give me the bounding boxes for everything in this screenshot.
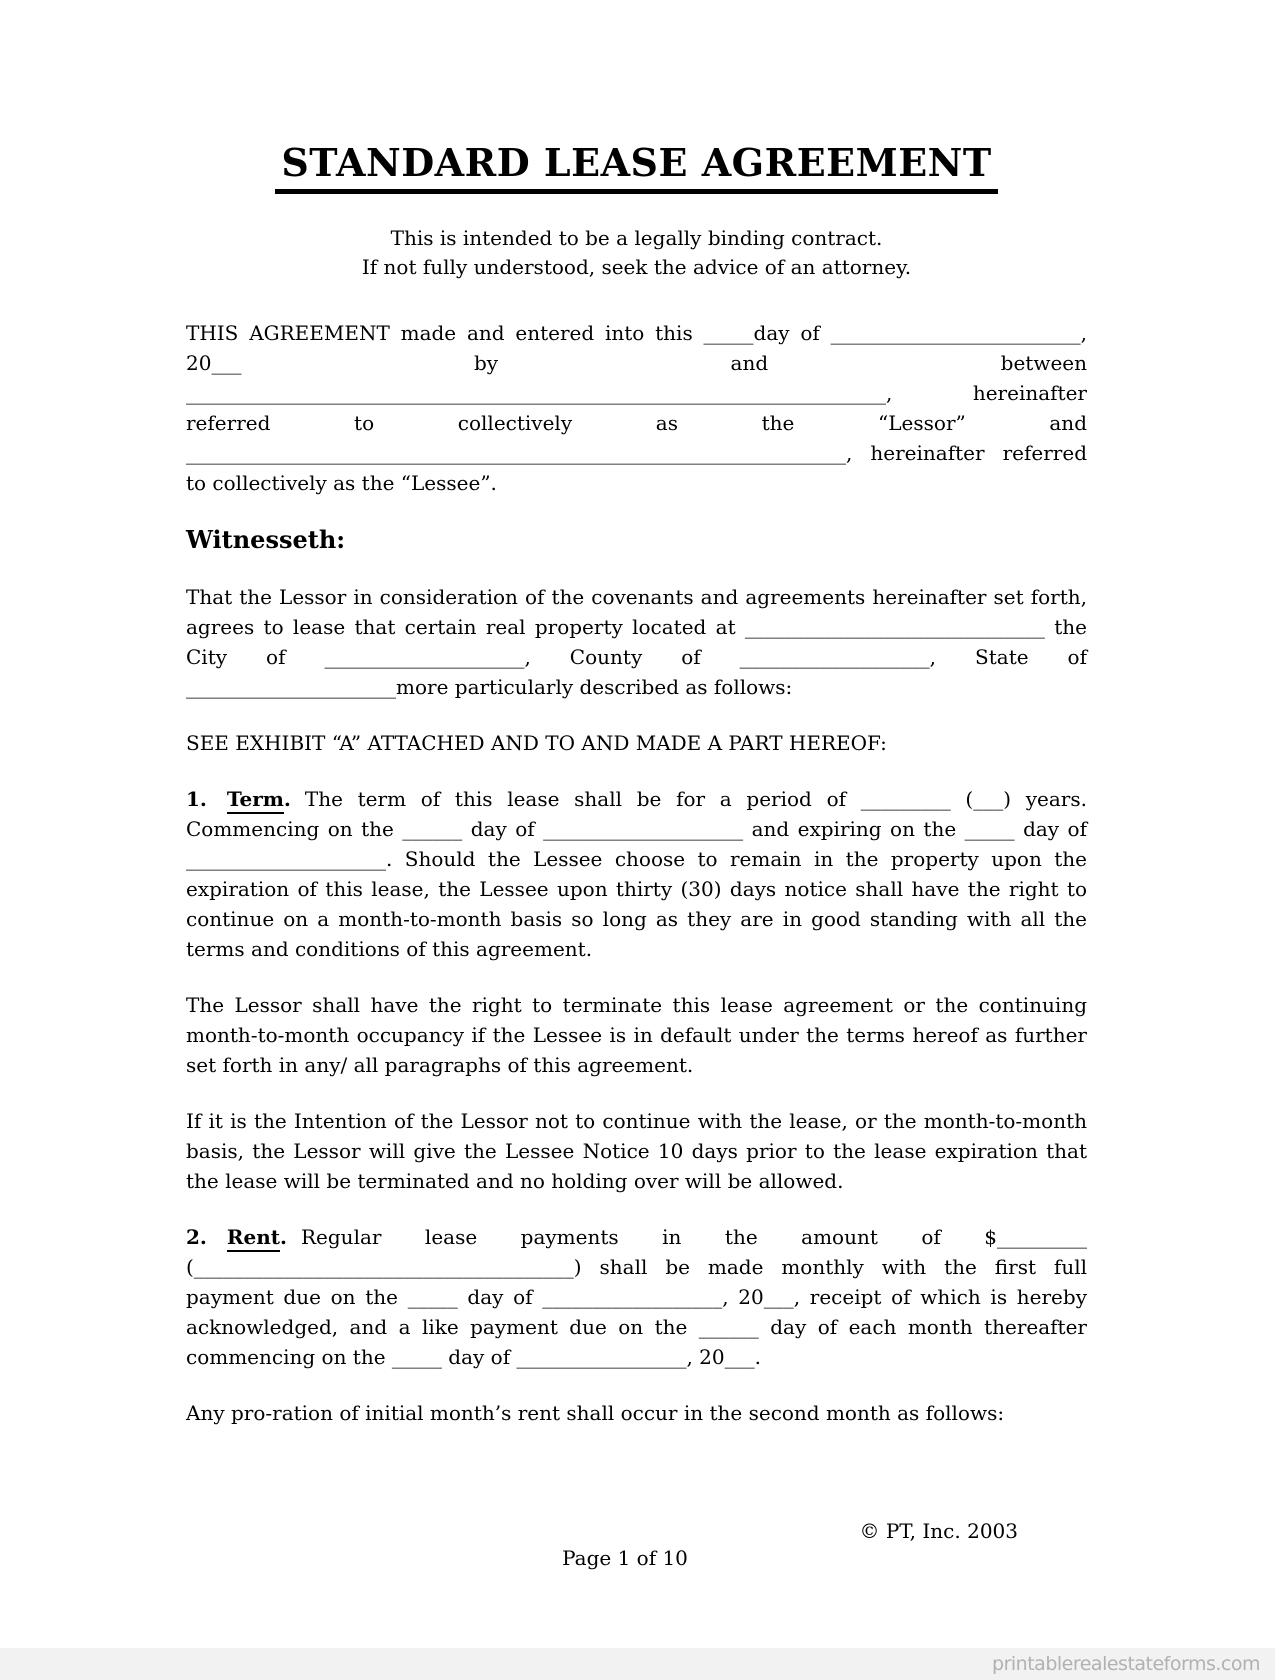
copyright-notice: © PT, Inc. 2003 [859,1519,1018,1543]
subtitle-line-2: If not fully understood, seek the advice of an attorney. [361,254,912,279]
clause-number: 2. [186,1224,207,1249]
clause-paragraph [186,1222,1087,1372]
paragraph: THIS AGREEMENT made and entered into this _____day of _________________________, 20___ by and between ______________________________________________________________________, hereinafter referred to collectively as the “Lessor” and __________________________________________________________________, hereinafter referred to collectively as the “Lessee”. [186,320,1087,495]
paragraph: That the Lessor in consideration of the covenants and agreements hereinafter set forth, agrees to lease that certain real property located at ______________________________ the City of ____________________, County of ___________________, State of _____________________more particularly described as follows: [186,584,1087,699]
page-number: Page 1 of 10 [562,1546,688,1570]
clause-title: Rent [227,1225,280,1252]
document-title-text: STANDARD LEASE AGREEMENT [275,140,997,194]
site-footer-bar [0,1648,1275,1680]
clause-number: 1. [186,786,207,811]
paragraph: If it is the Intention of the Lessor not to continue with the lease, or the month-to-month basis, the Lessor will give the Lessee Notice 10 days prior to the lease expiration that the lease will be terminated and no holding over will be allowed. [186,1108,1087,1193]
paragraph: The Lessor shall have the right to terminate this lease agreement or the continuing month-to-month occupancy if the Lessee is in default under the terms hereof as further set forth in any/ all paragraphs of this agreement. [186,992,1087,1077]
document-content [186,0,1087,1454]
clause-title-punctuation: . [280,1224,287,1249]
section-heading: Witnesseth: [186,524,346,554]
document-title [186,140,1087,194]
site-watermark: printablerealestateforms.com [992,1653,1260,1675]
clause-text: The term of this lease shall be for a period of _________ (___) years. Commencing on the ______ day of ____________________ and expiring on the _____ day of ____________________. Should the Lessee choose to remain in the property upon the expiration of this lease, the Lessee upon thirty (30) days notice shall have the right to continue on a month-to-month basis so long as they are in good standing with all the terms and conditions of this agreement. [186,786,1087,961]
clause-title: Term [227,787,284,814]
clause-title-punctuation: . [283,786,291,811]
subtitle-line-1: This is intended to be a legally binding contract. [390,225,883,250]
document-blocks [186,318,1087,1428]
exhibit-line: SEE EXHIBIT “A” ATTACHED AND TO AND MADE A PART HEREOF: [186,730,887,755]
clause-text: Regular lease payments in the amount of $_________ (______________________________________) shall be made monthly with the first full payment due on the _____ day of __________________, 20___, receipt of which is hereby acknowledged, and a like payment due on the ______ day of each month thereafter commencing on the _____ day of _________________, 20___. [186,1224,1087,1369]
document-subtitle [186,224,1087,282]
paragraph: Any pro-ration of initial month’s rent shall occur in the second month as follows: [186,1400,1005,1425]
clause-paragraph [186,784,1087,964]
